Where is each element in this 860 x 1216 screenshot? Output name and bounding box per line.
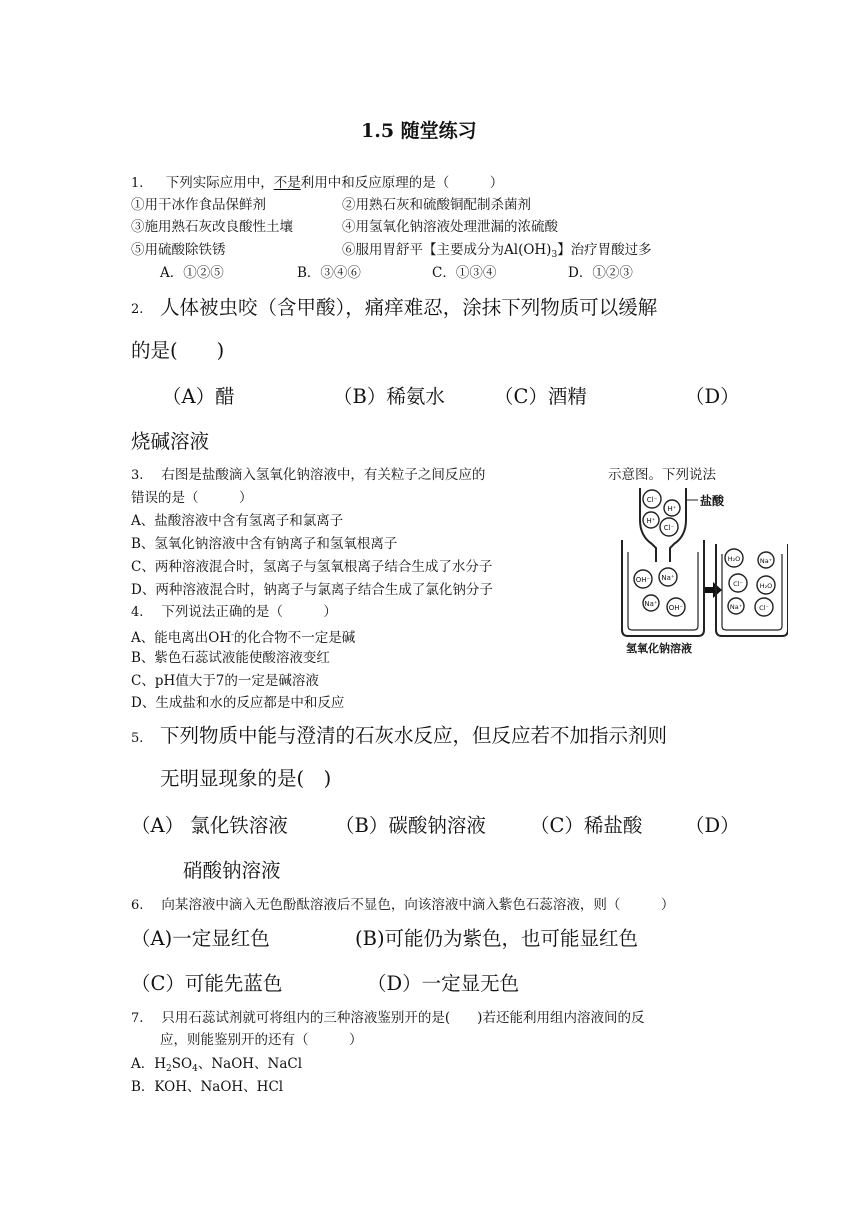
q7-choice-a-text-after: 、NaOH、NaCl [197, 1056, 303, 1072]
q6-choice-a: （A)一定显红色 [131, 927, 270, 950]
particle-cl-2-label: Cl⁻ [759, 604, 769, 612]
q3-choice-d: D、两种溶液混合时，钠离子与氯离子结合生成了氯化钠分子 [131, 582, 493, 598]
q5-choice-d: （D） [685, 814, 740, 837]
q1-option-6-sub: 3 [551, 250, 558, 260]
ion-na-1-label: Na⁺ [661, 574, 675, 582]
particle-cl-1-label: Cl⁻ [733, 580, 743, 588]
ion-cl-2-label: Cl⁻ [663, 524, 675, 532]
base-label: 氢氧化钠溶液 [626, 642, 692, 655]
q3-stem-text: 右图是盐酸滴入氢氧化钠溶液中，有关粒子之间反应的 [161, 467, 486, 483]
particle-na-2-label: Na⁺ [729, 603, 743, 611]
ion-h-2-label: H⁺ [646, 517, 656, 525]
q6-number: 6. [131, 898, 144, 913]
q6-stem [131, 894, 674, 917]
q2-number: 2. [131, 302, 144, 317]
q3-number: 3. [131, 468, 144, 483]
q1-stem [131, 172, 503, 195]
q1-option-1: ①用干冰作食品保鲜剂 [131, 197, 266, 213]
q1-number: 1. [131, 176, 144, 191]
ion-cl-1-label: Cl⁻ [646, 496, 658, 504]
q2-choice-c: （C）酒精 [494, 385, 587, 408]
q7-stem-line1 [131, 1007, 644, 1030]
q1-stem-text: 下列实际应用中， [165, 175, 274, 191]
q2-stem-line1: 人体被虫咬（含甲酸），痛痒难忍，涂抹下列物质可以缓解 [160, 296, 658, 319]
q1-option-5: ⑤用硫酸除铁锈 [131, 242, 226, 258]
q5-number: 5. [131, 731, 144, 746]
q7-number: 7. [131, 1011, 144, 1026]
q1-stem-underlined: 不是 [273, 175, 301, 191]
q3-choice-b: B、氢氧化钠溶液中含有钠离子和氢氧根离子 [131, 536, 398, 552]
q3-choice-a: A、盐酸溶液中含有氢离子和氯离子 [131, 513, 344, 529]
page-title: 1.5 随堂练习 [361, 120, 477, 142]
q1-choice-b: B．③④⑥ [297, 265, 361, 281]
q2-choice-a: （A）醋 [162, 385, 235, 408]
q4-stem-text: 下列说法正确的是（ ） [161, 604, 337, 620]
q2-stem-line2: 的是( ) [131, 339, 225, 362]
q1-option-6-text: ⑥服用胃舒平【主要成分为Al(OH) [342, 242, 552, 258]
particle-h2o-1-label: H₂O [727, 555, 741, 563]
q4-choice-a-sup: - [231, 630, 234, 639]
q2-choice-b: （B）稀氨水 [333, 385, 445, 408]
q6-choice-d: （D）一定显无色 [367, 972, 520, 995]
q4-choice-d: D、生成盐和水的反应都是中和反应 [131, 695, 345, 711]
q3-choice-c: C、两种溶液混合时，氢离子与氢氧根离子结合生成了水分子 [131, 559, 493, 575]
q6-stem-text: 向某溶液中滴入无色酚酞溶液后不显色，向该溶液中滴入紫色石蕊溶液，则（ ） [161, 897, 675, 913]
q1-option-2: ②用熟石灰和硫酸铜配制杀菌剂 [342, 197, 531, 213]
q1-choice-a: A．①②⑤ [160, 265, 224, 281]
q5-choice-a: （A） 氯化铁溶液 [131, 814, 288, 837]
q7-stem-line2: 应，则能鉴别开的还有（ ） [160, 1032, 363, 1048]
q5-choice-b: （B）碳酸钠溶液 [335, 814, 486, 837]
ion-na-2-label: Na⁺ [644, 600, 658, 608]
q7-choice-a-sub2: 4 [192, 1064, 198, 1074]
ion-oh-2-label: OH⁻ [668, 604, 684, 612]
q7-choice-a-sub1: 2 [166, 1064, 172, 1074]
q7-choice-a-mid: SO [171, 1056, 193, 1072]
q1-choice-c: C．①③④ [432, 265, 497, 281]
q3-stem-line1 [131, 464, 485, 487]
reaction-arrow-icon [705, 582, 722, 598]
q5-stem-line2: 无明显现象的是( ) [160, 767, 332, 790]
q7-choice-b: B．KOH、NaOH、HCl [131, 1079, 284, 1095]
q7-choice-a-text: A．H [131, 1056, 167, 1072]
q1-choice-d: D．①②③ [568, 265, 633, 281]
ion-h-1-label: H⁺ [667, 505, 677, 513]
q6-choice-c: （C）可能先蓝色 [131, 972, 283, 995]
q4-choice-a [131, 624, 355, 649]
q1-stem-text-after: 利用中和反应原理的是（ ） [300, 175, 504, 191]
q1-option-3: ③施用熟石灰改良酸性土壤 [131, 219, 293, 235]
q4-stem [131, 601, 337, 624]
q2-choice-d-cont: 烧碱溶液 [131, 430, 210, 453]
q5-choice-c: （C）稀盐酸 [530, 814, 643, 837]
ion-oh-1-label: OH⁻ [635, 576, 651, 584]
q2-choice-d: （D） [685, 385, 740, 408]
particle-h2o-2-label: H₂O [759, 582, 773, 590]
q4-choice-b: B、紫色石蕊试液能使酸溶液变红 [131, 650, 330, 666]
q4-choice-a-text-after: 的化合物不一定是碱 [233, 630, 356, 646]
q1-option-6-text-after: 】治疗胃酸过多 [557, 242, 652, 258]
reaction-diagram [612, 486, 788, 656]
q4-choice-c: C、pH值大于7的一定是碱溶液 [131, 673, 319, 689]
particle-na-1-label: Na⁺ [759, 557, 773, 565]
q1-option-4: ④用氢氧化钠溶液处理泄漏的浓硫酸 [342, 219, 558, 235]
left-beaker [622, 540, 704, 636]
q3-stem-line2: 错误的是（ ） [131, 490, 253, 506]
q4-choice-a-text: A、能电离出OH [131, 630, 232, 646]
acid-label: 盐酸 [700, 494, 725, 508]
q5-choice-d-cont: 硝酸钠溶液 [183, 859, 281, 882]
q3-stem-line1-right: 示意图。下列说法 [608, 467, 716, 483]
q7-stem-text: 只用石蕊试剂就可将组内的三种溶液鉴别开的是( )若还能利用组内溶液间的反 [161, 1010, 645, 1026]
q4-number: 4. [131, 605, 144, 620]
q6-choice-b: (B)可能仍为紫色，也可能显红色 [355, 927, 639, 950]
q5-stem-line1: 下列物质中能与澄清的石灰水反应，但反应若不加指示剂则 [160, 724, 668, 747]
